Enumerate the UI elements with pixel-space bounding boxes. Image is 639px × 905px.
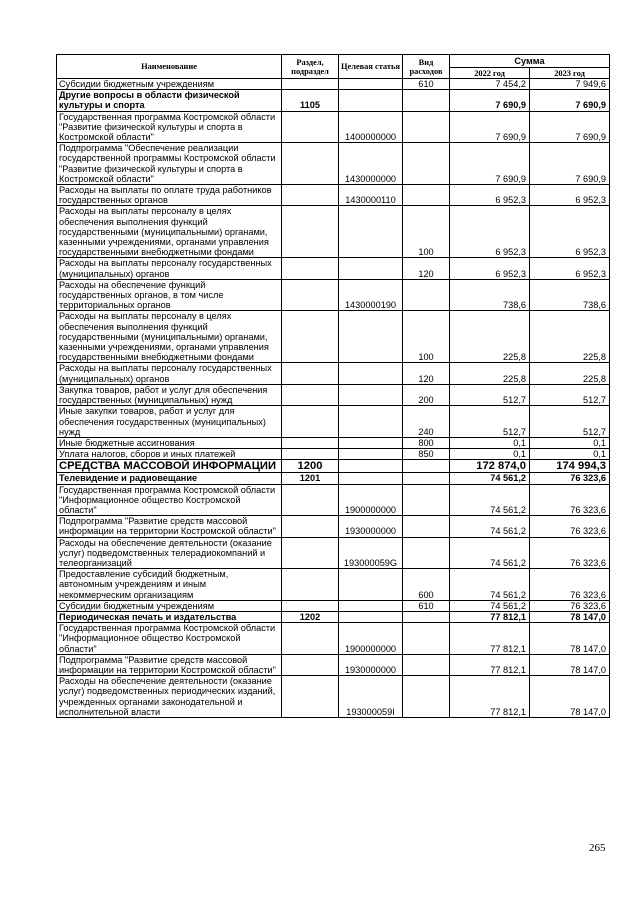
- cell-sum-2023: 76 323,6: [530, 516, 610, 537]
- cell-sum-2022: 74 561,2: [450, 569, 530, 601]
- cell-sum-2023: 225,8: [530, 363, 610, 384]
- cell-section: [282, 384, 339, 405]
- cell-target: [339, 600, 403, 611]
- cell-name: Субсидии бюджетным учреждениям: [57, 600, 282, 611]
- cell-expense-type: [403, 676, 450, 718]
- cell-name: Расходы на выплаты персоналу в целях обеспечения выполнения функций государственными (муниципальными) органами, казенными учреждениями, органами управления государственными внебюджетными фондами: [57, 206, 282, 258]
- cell-expense-type: [403, 516, 450, 537]
- cell-sum-2022: 512,7: [450, 406, 530, 438]
- cell-sum-2022: 172 874,0: [450, 460, 530, 473]
- header-target: Целевая статья: [339, 55, 403, 79]
- header-section: Раздел, подраздел: [282, 55, 339, 79]
- cell-expense-type: [403, 111, 450, 143]
- cell-name: Государственная программа Костромской области "Развитие физической культуры и спорта в Костромской области": [57, 111, 282, 143]
- cell-expense-type: [403, 90, 450, 111]
- cell-target: 193000059G: [339, 537, 403, 569]
- table-row: [57, 654, 610, 675]
- cell-section: [282, 676, 339, 718]
- table-row: [57, 79, 610, 90]
- cell-sum-2023: 174 994,3: [530, 460, 610, 473]
- cell-expense-type: 100: [403, 206, 450, 258]
- cell-section: [282, 185, 339, 206]
- cell-expense-type: 610: [403, 600, 450, 611]
- cell-target: [339, 569, 403, 601]
- table-body: [57, 79, 610, 718]
- cell-sum-2022: 0,1: [450, 437, 530, 448]
- cell-name: Расходы на обеспечение деятельности (оказание услуг) подведомственных телерадиокомпаний и телеорганизаций: [57, 537, 282, 569]
- table-row: [57, 279, 610, 311]
- cell-section: 1200: [282, 460, 339, 473]
- page-number: 265: [589, 842, 606, 854]
- cell-section: [282, 311, 339, 363]
- cell-sum-2023: 76 323,6: [530, 569, 610, 601]
- cell-name: Расходы на обеспечение деятельности (оказание услуг) подведомственных периодических изданий, учрежденных органами законодательной и исполнительной власти: [57, 676, 282, 718]
- cell-section: [282, 437, 339, 448]
- table-row: [57, 363, 610, 384]
- cell-target: 1430000110: [339, 185, 403, 206]
- cell-sum-2022: 6 952,3: [450, 206, 530, 258]
- header-year-2022: 2022 год: [450, 68, 530, 79]
- cell-sum-2023: 76 323,6: [530, 484, 610, 516]
- cell-section: [282, 569, 339, 601]
- cell-sum-2022: 7 690,9: [450, 90, 530, 111]
- header-sum: Сумма: [450, 55, 610, 68]
- cell-section: 1105: [282, 90, 339, 111]
- cell-section: 1201: [282, 473, 339, 484]
- cell-sum-2022: 225,8: [450, 311, 530, 363]
- cell-target: 1900000000: [339, 623, 403, 655]
- cell-section: [282, 258, 339, 279]
- cell-section: [282, 363, 339, 384]
- cell-sum-2022: 225,8: [450, 363, 530, 384]
- table-row: [57, 437, 610, 448]
- cell-sum-2023: 76 323,6: [530, 473, 610, 484]
- cell-sum-2023: 512,7: [530, 406, 610, 438]
- cell-name: Расходы на обеспечение функций государственных органов, в том числе территориальных органов: [57, 279, 282, 311]
- cell-section: [282, 206, 339, 258]
- cell-sum-2022: 512,7: [450, 384, 530, 405]
- cell-target: 1930000000: [339, 654, 403, 675]
- cell-expense-type: 800: [403, 437, 450, 448]
- cell-target: [339, 406, 403, 438]
- cell-target: [339, 90, 403, 111]
- cell-target: [339, 611, 403, 622]
- cell-sum-2022: 74 561,2: [450, 537, 530, 569]
- cell-sum-2023: 76 323,6: [530, 537, 610, 569]
- table-row: [57, 600, 610, 611]
- table-row: [57, 384, 610, 405]
- cell-name: Закупка товаров, работ и услуг для обеспечения государственных (муниципальных) нужд: [57, 384, 282, 405]
- cell-expense-type: [403, 484, 450, 516]
- cell-sum-2023: 225,8: [530, 311, 610, 363]
- cell-sum-2022: 74 561,2: [450, 600, 530, 611]
- cell-section: [282, 484, 339, 516]
- cell-name: Уплата налогов, сборов и иных платежей: [57, 449, 282, 460]
- table-row: [57, 623, 610, 655]
- cell-target: 1900000000: [339, 484, 403, 516]
- cell-section: [282, 143, 339, 185]
- cell-sum-2023: 0,1: [530, 449, 610, 460]
- cell-sum-2022: 74 561,2: [450, 516, 530, 537]
- cell-sum-2023: 78 147,0: [530, 654, 610, 675]
- table-row: [57, 569, 610, 601]
- table-row: [57, 311, 610, 363]
- cell-name: Другие вопросы в области физической культуры и спорта: [57, 90, 282, 111]
- cell-sum-2022: 738,6: [450, 279, 530, 311]
- cell-sum-2023: 7 690,9: [530, 90, 610, 111]
- cell-name: Расходы на выплаты персоналу государственных (муниципальных) органов: [57, 363, 282, 384]
- table-row: [57, 258, 610, 279]
- cell-expense-type: [403, 537, 450, 569]
- cell-name: Иные бюджетные ассигнования: [57, 437, 282, 448]
- table-row: [57, 406, 610, 438]
- cell-sum-2023: 7 949,6: [530, 79, 610, 90]
- cell-section: [282, 406, 339, 438]
- cell-expense-type: [403, 611, 450, 622]
- cell-sum-2023: 738,6: [530, 279, 610, 311]
- cell-sum-2022: 7 690,9: [450, 111, 530, 143]
- cell-target: [339, 206, 403, 258]
- cell-section: [282, 654, 339, 675]
- cell-sum-2023: 78 147,0: [530, 611, 610, 622]
- cell-target: 1400000000: [339, 111, 403, 143]
- cell-expense-type: 120: [403, 363, 450, 384]
- cell-expense-type: [403, 143, 450, 185]
- cell-name: Расходы на выплаты персоналу государственных (муниципальных) органов: [57, 258, 282, 279]
- cell-name: Расходы на выплаты персоналу в целях обеспечения выполнения функций государственными (муниципальными) органами, казенными учреждениями, органами управления государственными внебюджетными фондами: [57, 311, 282, 363]
- budget-table: [56, 54, 610, 718]
- cell-name: Подпрограмма "Развитие средств массовой информации на территории Костромской области": [57, 516, 282, 537]
- cell-sum-2022: 7 454,2: [450, 79, 530, 90]
- cell-sum-2023: 7 690,9: [530, 143, 610, 185]
- table-row: [57, 185, 610, 206]
- cell-expense-type: 610: [403, 79, 450, 90]
- cell-expense-type: [403, 279, 450, 311]
- cell-target: 1430000000: [339, 143, 403, 185]
- table-header: [57, 55, 610, 79]
- cell-name: Подпрограмма "Обеспечение реализации государственной программы Костромской области "Развитие физической культуры и спорта в Костромской области": [57, 143, 282, 185]
- table-row: [57, 460, 610, 473]
- cell-sum-2023: 76 323,6: [530, 600, 610, 611]
- cell-expense-type: 200: [403, 384, 450, 405]
- cell-target: [339, 363, 403, 384]
- table-row: [57, 143, 610, 185]
- cell-name: Государственная программа Костромской области "Информационное общество Костромской области": [57, 623, 282, 655]
- cell-expense-type: [403, 654, 450, 675]
- cell-sum-2022: 74 561,2: [450, 484, 530, 516]
- table-row: [57, 537, 610, 569]
- cell-expense-type: [403, 185, 450, 206]
- header-year-2023: 2023 год: [530, 68, 610, 79]
- cell-target: 193000059I: [339, 676, 403, 718]
- cell-name: Иные закупки товаров, работ и услуг для обеспечения государственных (муниципальных) нужд: [57, 406, 282, 438]
- cell-target: [339, 437, 403, 448]
- cell-name: Расходы на выплаты по оплате труда работников государственных органов: [57, 185, 282, 206]
- cell-target: [339, 79, 403, 90]
- table-row: [57, 90, 610, 111]
- table-row: [57, 449, 610, 460]
- cell-sum-2023: 6 952,3: [530, 185, 610, 206]
- cell-expense-type: 600: [403, 569, 450, 601]
- cell-target: [339, 473, 403, 484]
- header-expense-type: Вид расходов: [403, 55, 450, 79]
- cell-sum-2022: 77 812,1: [450, 623, 530, 655]
- cell-sum-2023: 6 952,3: [530, 258, 610, 279]
- table-row: [57, 206, 610, 258]
- cell-section: [282, 111, 339, 143]
- table-row: [57, 473, 610, 484]
- cell-sum-2023: 6 952,3: [530, 206, 610, 258]
- cell-sum-2023: 78 147,0: [530, 676, 610, 718]
- cell-sum-2023: 7 690,9: [530, 111, 610, 143]
- cell-target: [339, 449, 403, 460]
- cell-sum-2022: 77 812,1: [450, 676, 530, 718]
- cell-section: [282, 600, 339, 611]
- header-name: Наименование: [57, 55, 282, 79]
- cell-sum-2022: 6 952,3: [450, 258, 530, 279]
- cell-name: Подпрограмма "Развитие средств массовой информации на территории Костромской области": [57, 654, 282, 675]
- cell-target: [339, 384, 403, 405]
- cell-sum-2022: 6 952,3: [450, 185, 530, 206]
- cell-section: [282, 623, 339, 655]
- cell-expense-type: [403, 623, 450, 655]
- cell-sum-2022: 77 812,1: [450, 654, 530, 675]
- cell-expense-type: 120: [403, 258, 450, 279]
- cell-name: Государственная программа Костромской области "Информационное общество Костромской области": [57, 484, 282, 516]
- table-row: [57, 516, 610, 537]
- cell-name: Субсидии бюджетным учреждениям: [57, 79, 282, 90]
- cell-section: [282, 537, 339, 569]
- table-row: [57, 484, 610, 516]
- cell-target: [339, 258, 403, 279]
- cell-sum-2022: 77 812,1: [450, 611, 530, 622]
- cell-sum-2022: 7 690,9: [450, 143, 530, 185]
- cell-name: Телевидение и радиовещание: [57, 473, 282, 484]
- cell-name: Предоставление субсидий бюджетным, автономным учреждениям и иным некоммерческим организациям: [57, 569, 282, 601]
- table-row: [57, 676, 610, 718]
- cell-target: 1930000000: [339, 516, 403, 537]
- cell-name: СРЕДСТВА МАССОВОЙ ИНФОРМАЦИИ: [57, 460, 282, 473]
- cell-sum-2022: 0,1: [450, 449, 530, 460]
- cell-sum-2023: 512,7: [530, 384, 610, 405]
- cell-section: 1202: [282, 611, 339, 622]
- cell-section: [282, 79, 339, 90]
- cell-sum-2022: 74 561,2: [450, 473, 530, 484]
- cell-sum-2023: 0,1: [530, 437, 610, 448]
- cell-section: [282, 516, 339, 537]
- cell-section: [282, 449, 339, 460]
- table-row: [57, 111, 610, 143]
- cell-expense-type: [403, 460, 450, 473]
- cell-sum-2023: 78 147,0: [530, 623, 610, 655]
- table-row: [57, 611, 610, 622]
- cell-expense-type: [403, 473, 450, 484]
- cell-expense-type: 850: [403, 449, 450, 460]
- cell-target: [339, 460, 403, 473]
- cell-section: [282, 279, 339, 311]
- cell-name: Периодическая печать и издательства: [57, 611, 282, 622]
- cell-target: [339, 311, 403, 363]
- cell-target: 1430000190: [339, 279, 403, 311]
- cell-expense-type: 100: [403, 311, 450, 363]
- cell-expense-type: 240: [403, 406, 450, 438]
